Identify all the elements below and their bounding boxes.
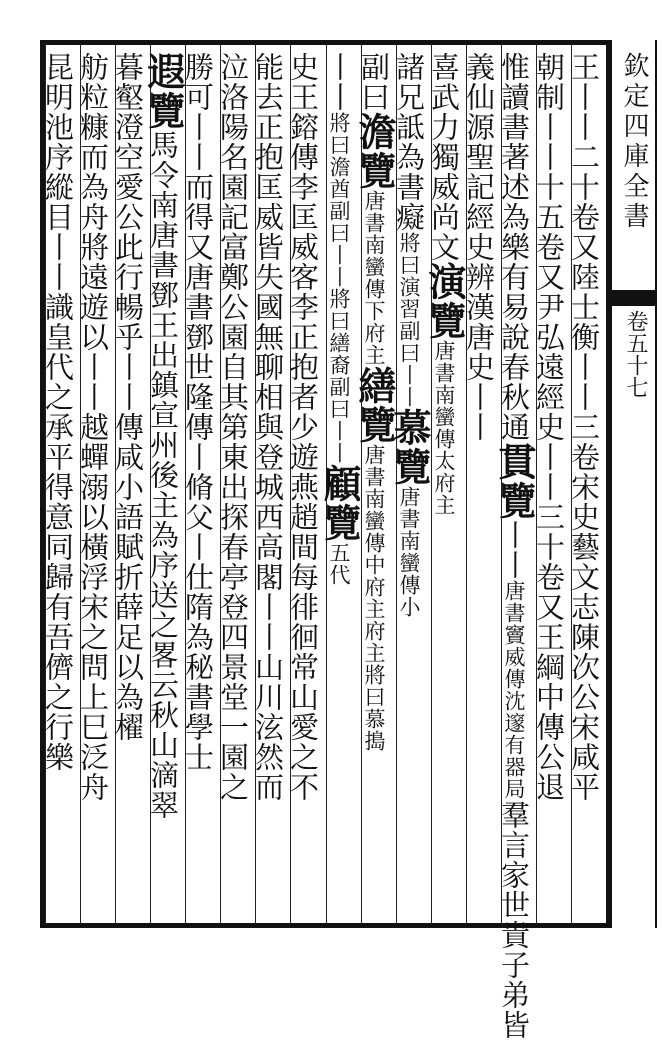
text-column xyxy=(422,52,467,516)
column-text: 王丨丨二十卷又陸士衡丨丨三卷宋史藝文志陳次公宋咸平 xyxy=(567,52,601,802)
column-text: 府主將曰慕搗 xyxy=(362,620,386,752)
column-text: 丨丨 xyxy=(322,52,356,112)
column-text: 泣洛陽名園記富鄭公園自其第東出探春亭登四景堂一園之 xyxy=(216,52,250,802)
headword: 澹覽 xyxy=(352,112,397,190)
column-text: 丨丨 xyxy=(497,520,531,580)
headword: 貫覽 xyxy=(492,442,537,520)
column-text: 惟讀書著述為樂有易說春秋通 xyxy=(497,52,531,442)
column-text: 能去正抱匡威皆失國無聊相與登城西高閣丨丨山川泫然而 xyxy=(251,52,285,802)
column-text: 唐書南蠻傳太府主 xyxy=(432,340,456,516)
column-text: 諸兄詆為書癡 xyxy=(392,52,426,232)
text-column xyxy=(141,52,186,820)
headword: 繕覽 xyxy=(352,366,397,444)
column-text: 喜武力獨威尚文 xyxy=(427,52,461,262)
text-column xyxy=(251,52,288,802)
column-text: 將曰澹酋副曰丨丨 xyxy=(327,112,351,288)
text-column xyxy=(181,52,218,772)
column-text: 五代 xyxy=(327,542,351,586)
text-column xyxy=(76,52,113,802)
text-column xyxy=(41,52,78,772)
column-text: 昆明池序縱目丨丨識皇代之承平得意同歸有吾儕之行樂 xyxy=(41,52,75,772)
text-column xyxy=(532,52,569,802)
column-text: 馬令南唐書鄧王出鎮宣州後主為序送之畧云秋山滴翠 xyxy=(146,130,180,820)
book-title: 欽定四庫全書 xyxy=(619,52,649,232)
column-text: 朝制丨丨十五卷又尹弘遠經史丨丨三十卷又王綱中傳公退 xyxy=(532,52,566,802)
column-text: 將曰演習副曰丨丨 xyxy=(397,232,421,408)
column-text: 唐書竇威傳沈邃有器局 xyxy=(502,580,526,800)
side-edge xyxy=(655,40,657,928)
text-column xyxy=(567,52,604,802)
headword: 演覽 xyxy=(422,262,467,340)
text-column xyxy=(462,52,499,442)
headword: 顧覽 xyxy=(317,464,362,542)
column-text: 羣言家世貴子弟皆 xyxy=(497,800,531,1040)
text-column xyxy=(286,52,323,802)
text-column xyxy=(111,52,148,742)
column-text: 義仙源聖記經史辨漢唐史丨丨 xyxy=(462,52,496,442)
column-text: 唐書南蠻傳中府主 xyxy=(362,444,386,620)
column-text: 副曰 xyxy=(357,52,391,112)
column-text: 將曰繕裔副曰丨丨 xyxy=(327,288,351,464)
chapter-number: 卷五十七 xyxy=(623,310,648,398)
text-column xyxy=(387,52,432,618)
column-text: 唐書南蠻傳小 xyxy=(397,486,421,618)
column-text: 舫粒糠而為舟將遠遊以丨丨越蟬溺以橫浮宋之問上巳泛舟 xyxy=(76,52,110,802)
text-column xyxy=(492,52,537,1040)
column-text: 史王鎔傳李匡威客李正抱者少遊燕趙間每徘徊常山愛之不 xyxy=(286,52,320,802)
text-column xyxy=(317,52,362,586)
headword: 慕覽 xyxy=(387,408,432,486)
headword: 遐覽 xyxy=(141,52,186,130)
column-text: 暮壑澄空愛公此行暢乎丨丨傳咸小語賦折薛足以為櫂 xyxy=(111,52,145,742)
text-column xyxy=(216,52,253,802)
column-text: 唐書南蠻傳下府主 xyxy=(362,190,386,366)
text-column xyxy=(352,52,397,752)
column-text: 勝可丨丨而得又唐書鄧世隆傳丨脩父丨仕隋為秘書學士 xyxy=(181,52,215,772)
fishtail-mark xyxy=(611,290,656,306)
side-rule xyxy=(611,40,612,928)
